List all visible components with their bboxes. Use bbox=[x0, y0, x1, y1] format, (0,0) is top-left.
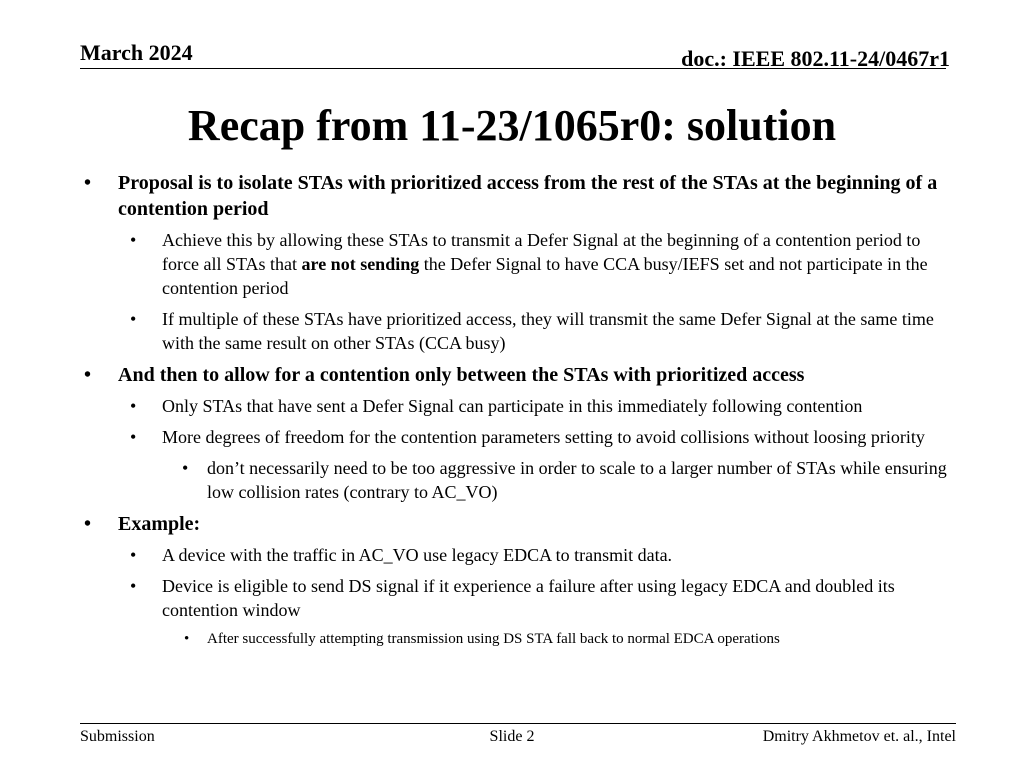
sub-bullet-only-stas bbox=[80, 394, 956, 418]
bullet-text: And then to allow for a contention only between the STAs with prioritized access bbox=[118, 364, 805, 386]
bullet-marker: • bbox=[130, 576, 137, 596]
footer-author: Dmitry Akhmetov et. al., Intel bbox=[762, 728, 956, 745]
bullet-marker: • bbox=[130, 545, 137, 565]
bullet-example bbox=[80, 511, 956, 537]
bullet-marker: • bbox=[130, 309, 137, 329]
bullet-marker: • bbox=[182, 458, 189, 478]
bullet-text-post: the Defer Signal to have CCA busy/IEFS set and not participate in the contention period bbox=[162, 254, 928, 298]
bullet-text: A device with the traffic in AC_VO use legacy EDCA to transmit data. bbox=[162, 545, 673, 565]
sub-bullet-multiple-stas bbox=[80, 307, 956, 355]
footer-slide-number: Slide 2 bbox=[489, 728, 535, 745]
bullet-marker: • bbox=[84, 364, 92, 386]
bullet-text-bold: are not sending bbox=[301, 254, 420, 274]
header-date: March 2024 bbox=[80, 40, 193, 65]
bullet-text: More degrees of freedom for the contention parameters setting to avoid collisions without loosing priority bbox=[162, 427, 925, 447]
sub-sub-bullet-fallback bbox=[80, 629, 956, 649]
slide-title: Recap from 11-23/1065r0: solution bbox=[187, 101, 837, 150]
sub-bullet-defer-signal bbox=[80, 228, 956, 300]
bullet-marker: • bbox=[84, 513, 92, 535]
bullet-contention bbox=[80, 362, 956, 388]
header-divider bbox=[80, 68, 946, 69]
bullet-text: Example: bbox=[118, 513, 201, 535]
bullet-text: don’t necessarily need to be too aggressive in order to scale to a larger number of STAs while ensuring low collision rates (contrary to AC_VO) bbox=[207, 458, 947, 502]
bullet-text: If multiple of these STAs have prioritized access, they will transmit the same Defer Signal at the same time with the same result on other STAs (CCA busy) bbox=[162, 309, 934, 353]
bullet-marker: • bbox=[130, 230, 137, 250]
sub-bullet-legacy-edca bbox=[80, 543, 956, 567]
bullet-text: Device is eligible to send DS signal if it experience a failure after using legacy EDCA and doubled its contention window bbox=[162, 576, 895, 620]
bullet-marker: • bbox=[184, 631, 190, 647]
bullet-text: Only STAs that have sent a Defer Signal can participate in this immediately following contention bbox=[162, 396, 863, 416]
bullet-text: Proposal is to isolate STAs with prioritized access from the rest of the STAs at the beginning of a contention period bbox=[118, 172, 938, 220]
sub-bullet-ds-signal bbox=[80, 574, 956, 622]
bullet-text: After successfully attempting transmission using DS STA fall back to normal EDCA operations bbox=[207, 631, 780, 647]
sub-sub-bullet-aggressive bbox=[80, 456, 956, 504]
bullet-marker: • bbox=[130, 427, 137, 447]
header-doc-id: doc.: IEEE 802.11-24/0467r1 bbox=[681, 46, 950, 71]
bullet-marker: • bbox=[130, 396, 137, 416]
bullet-marker: • bbox=[84, 172, 92, 194]
bullet-proposal bbox=[80, 170, 956, 222]
bullet-text-pre: Achieve this by allowing these STAs to transmit a Defer Signal at the beginning of a contention period to force all STAs that bbox=[162, 230, 921, 274]
slide-body bbox=[80, 170, 956, 656]
footer-divider bbox=[80, 723, 956, 724]
footer-submission: Submission bbox=[80, 728, 155, 745]
sub-bullet-degrees-freedom bbox=[80, 425, 956, 449]
